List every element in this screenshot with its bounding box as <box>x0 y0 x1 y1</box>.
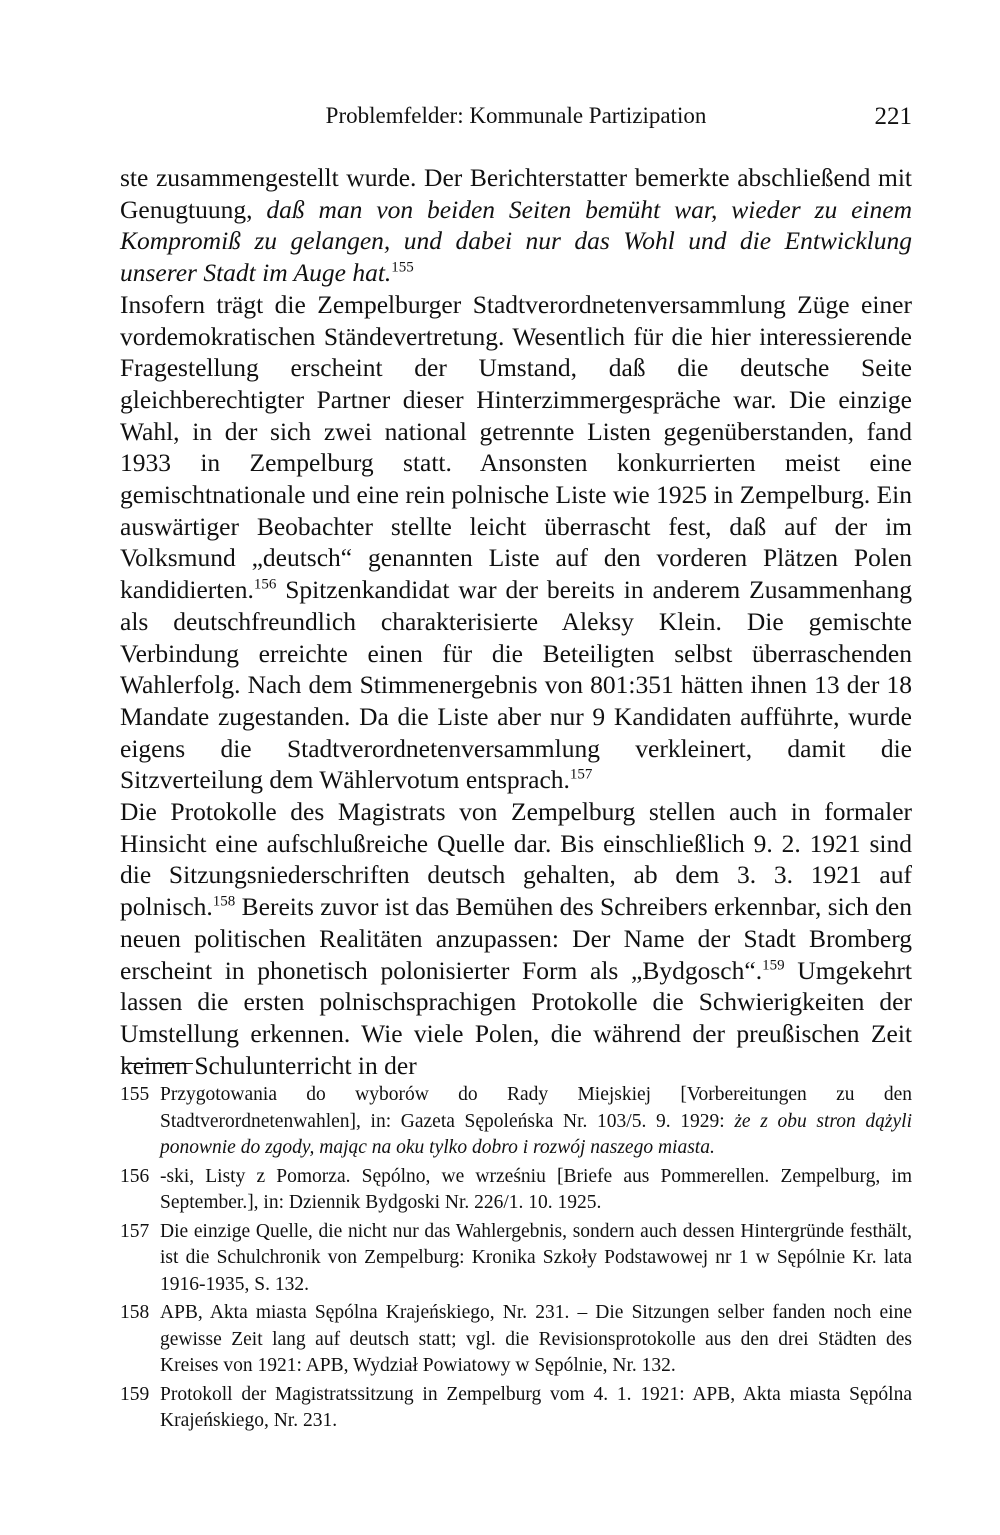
footnote-number: 158 <box>120 1302 150 1323</box>
footnote-number: 156 <box>120 1165 150 1187</box>
paragraph-text: ste zusammengestellt wurde. Der Berichterstatter bemerkte abschließend mit Genugtuung, <box>120 163 912 224</box>
footnote-text: Protokoll der Magistratssitzung in Zempelburg vom 4. 1. 1921: APB, Akta miasta Sępólna Krajeńskiego, Nr. 231. <box>160 1383 912 1431</box>
running-title: Problemfelder: Kommunale Partizipation <box>325 103 707 128</box>
body-text <box>120 162 912 1081</box>
paragraph-3 <box>120 796 912 1081</box>
paragraph-1 <box>120 162 912 289</box>
footnote-text: -ski, Listy z Pomorza. Sępólno, we wrześniu [Briefe aus Pommerellen. Zempelburg, im September.], in: Dziennik Bydgoski Nr. 226/1. 10. 1925. <box>160 1165 912 1213</box>
footnote-ref-156: 156 <box>253 576 277 593</box>
footnote-ref-159: 159 <box>762 957 785 974</box>
footnote-158 <box>120 1300 912 1380</box>
footnotes <box>120 1082 912 1437</box>
footnote-text: APB, Akta miasta Sępólna Krajeńskiego, Nr. 231. – Die Sitzungen selber fanden noch eine gewisse Zeit lang auf deutsch statt; vgl. die Revisionsprotokolle aus den drei Städten des Kreises von 1921: APB, Wydział Powiatowy w Sępólnie, Nr. 132. <box>160 1302 912 1376</box>
footnote-157 <box>120 1219 912 1299</box>
footnote-italic: że z obu stron dążyli ponownie do zgody, mając na oku tylko dobro i rozwój naszego miasta. <box>160 1110 912 1158</box>
footnote-text: Przygotowania do wyborów do Rady Miejskiej [Vorbereitungen zu den Stadtverordnetenwahlen], in: Gazeta Sępoleńska Nr. 103/5. 9. 1929: <box>160 1084 912 1132</box>
footnote-text: Die einzige Quelle, die nicht nur das Wahlergebnis, sondern auch dessen Hintergründe festhält, ist die Schulchronik von Zempelburg: Kronika Szkoły Podstawowej nr 1 w Sępólnie Kr. lata 1916-1935, S. 132. <box>160 1220 912 1295</box>
footnote-separator <box>123 1063 193 1064</box>
paragraph-text: Spitzenkandidat war der bereits in anderem Zusammenhang als deutschfreundlich charakterisierte Aleksy Klein. Die gemischte Verbindung erreichte einen für die Beteiligten selbst überraschenden Wahlerfolg. Nach dem Stimmenergebnis von 801:351 hätten ihnen 13 der 18 Mandate zugestanden. Da die Liste aber nur 9 Kandidaten aufführte, wurde eigens die Stadtverordnetenversammlung verkleinert, damit die Sitzverteilung dem Wählervotum entsprach. <box>120 575 912 795</box>
footnote-number: 155 <box>120 1084 150 1105</box>
paragraph-text: Bereits zuvor ist das Bemühen des Schreibers erkennbar, sich den neuen politischen Realitäten anzupassen: Der Name der Stadt Bromberg erscheint in phonetisch polonisierter Form als „Bydgosch“. <box>120 892 912 985</box>
footnote-156 <box>120 1164 912 1217</box>
footnote-ref-158: 158 <box>212 893 236 910</box>
paragraph-text: Die Protokolle des Magistrats von Zempelburg stellen auch in formaler Hinsicht eine aufschlußreiche Quelle dar. Bis einschließlich 9. 2. 1921 sind die Sitzungsniederschriften deutsch gehalten, ab dem 3. 3. 1921 auf polnisch. <box>120 797 912 922</box>
footnote-ref-155: 155 <box>391 259 414 276</box>
page-number: 221 <box>874 103 912 130</box>
footnote-ref-157: 157 <box>569 766 593 783</box>
italic-quote: daß man von beiden Seiten bemüht war, wieder zu einem Kompromiß zu gelangen, und dabei nur das Wohl und die Entwicklung unserer Stadt im Auge hat. <box>120 194 912 288</box>
footnote-number: 157 <box>120 1220 150 1242</box>
paragraph-text: Insofern trägt die Zempelburger Stadtverordnetenversammlung Züge einer vordemokratischen Ständevertretung. Wesentlich für die hier interessierende Fragestellung erscheint der Umstand, daß die deutsche Seite gleichberechtigter Partner dieser Hinterzimmergespräche war. Die einzige Wahl, in der sich zwei national getrennte Listen gegenüberstanden, fand 1933 in Zempelburg statt. Ansonsten konkurrierten meist eine gemischtnationale und eine rein polnische Liste wie 1925 in Zempelburg. Ein auswärtiger Beobachter stellte leicht überrascht fest, daß auf der im Volksmund „deutsch“ genannten Liste auf den vorderen Plätzen Polen kandidierten. <box>120 289 912 605</box>
paragraph-2 <box>120 289 912 796</box>
footnote-159 <box>120 1382 912 1435</box>
running-head <box>120 103 912 143</box>
paragraph-text: Umgekehrt lassen die ersten polnischsprachigen Protokolle die Schwierigkeiten der Umstellung erkennen. Wie viele Polen, die während der preußischen Zeit keinen Schulunterricht in der <box>120 955 912 1080</box>
footnote-155 <box>120 1082 912 1162</box>
footnote-number: 159 <box>120 1383 150 1405</box>
